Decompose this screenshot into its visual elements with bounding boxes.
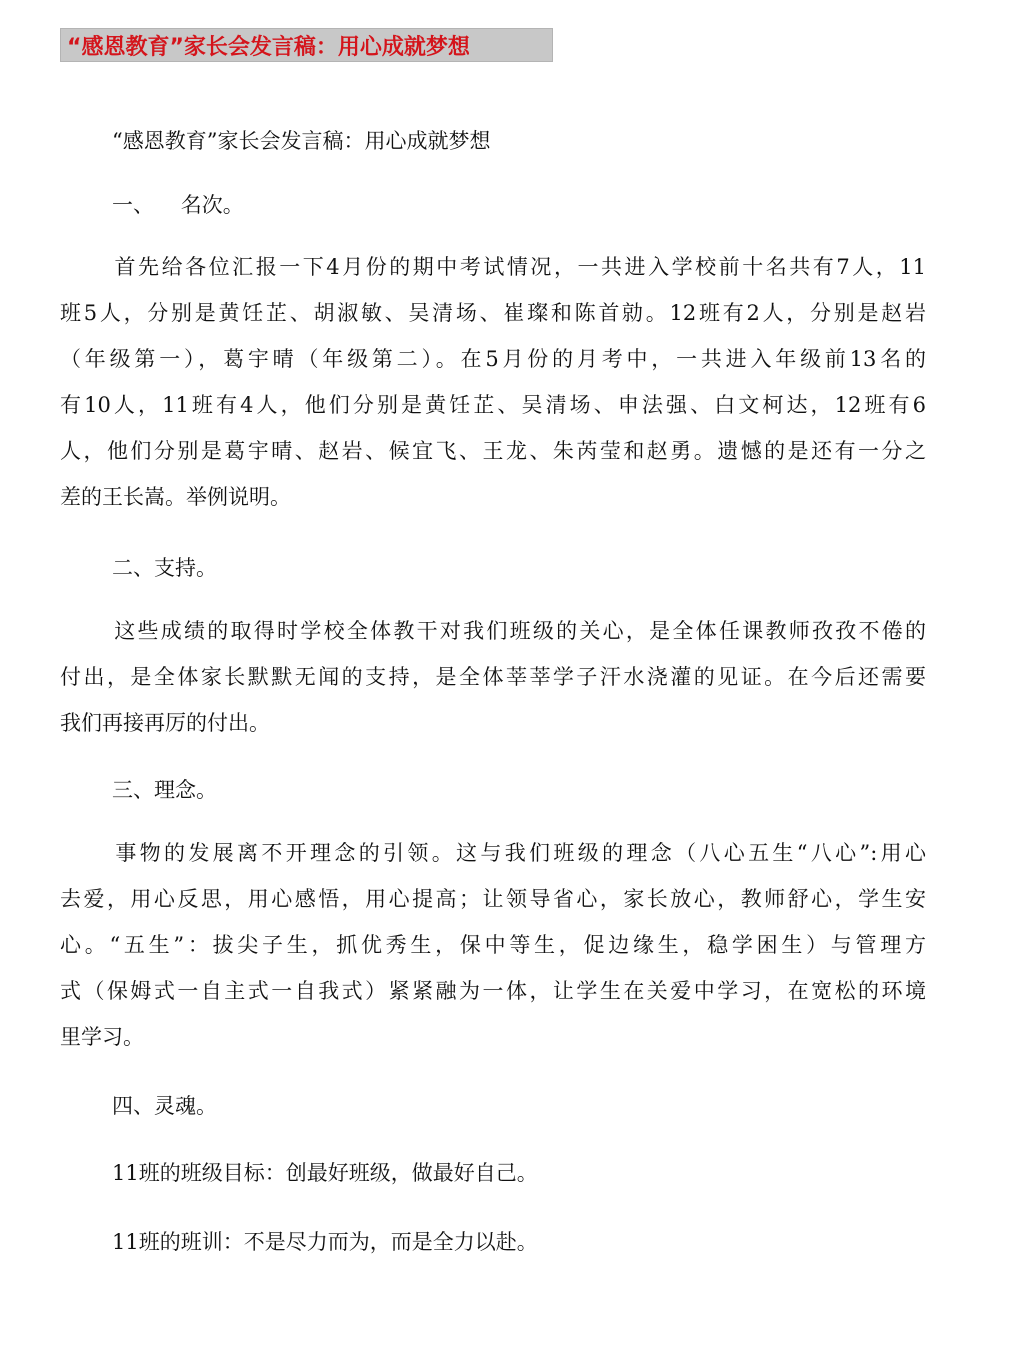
paragraph-line: 式（保姆式一自主式一自我式）紧紧融为一体，让学生在关爱中学习，在宽松的环境	[60, 979, 926, 1003]
paragraph-line: 差的王长嵩。举例说明。	[60, 485, 291, 509]
paragraph-line: 我们再接再厉的付出。	[60, 711, 270, 735]
paragraph-line: 里学习。	[60, 1025, 144, 1049]
banner-title: “感恩教育”家长会发言稿：用心成就梦想	[67, 34, 470, 60]
section-1-title: 一、 名次。	[112, 193, 244, 217]
paragraph-line: 首先给各位汇报一下4月份的期中考试情况，一共进入学校前十名共有7人，11	[112, 255, 926, 279]
paragraph-line: 有10人，11班有4人，他们分别是黄饪芷、吴清场、申法强、白文柯达，12班有6	[60, 393, 926, 417]
document-heading: “感恩教育”家长会发言稿：用心成就梦想	[112, 129, 491, 153]
paragraph-line: 去爱，用心反思，用心感悟，用心提高；让领导省心，家长放心，教师舒心，学生安	[60, 887, 926, 911]
paragraph-line: 这些成绩的取得时学校全体教干对我们班级的关心，是全体任课教师孜孜不倦的	[112, 619, 926, 643]
paragraph-line: 付出，是全体家长默默无闻的支持，是全体莘莘学子汗水浇灌的见证。在今后还需要	[60, 665, 926, 689]
section-4-title: 四、灵魂。	[112, 1094, 217, 1118]
section-3-title: 三、理念。	[112, 778, 217, 802]
section-2-title: 二、支持。	[112, 556, 217, 580]
class-goal: 11班的班级目标：创最好班级，做最好自己。	[112, 1161, 538, 1185]
section-3-paragraph	[60, 830, 926, 1060]
paragraph-line: 心。“五生”：拔尖子生，抓优秀生，保中等生，促边缘生，稳学困生）与管理方	[60, 933, 926, 957]
class-motto: 11班的班训：不是尽力而为，而是全力以赴。	[112, 1230, 538, 1254]
paragraph-line: 人，他们分别是葛宇晴、赵岩、候宜飞、王龙、朱芮莹和赵勇。遗憾的是还有一分之	[60, 439, 926, 463]
section-1-paragraph	[60, 244, 926, 520]
paragraph-line: 事物的发展离不开理念的引领。这与我们班级的理念（八心五生“八心”:用心	[112, 841, 926, 865]
paragraph-line: 班5人，分别是黄饪芷、胡淑敏、吴清场、崔璨和陈首勍。12班有2人，分别是赵岩	[60, 301, 926, 325]
section-2-paragraph	[60, 608, 926, 746]
title-banner	[60, 28, 553, 62]
paragraph-line: （年级第一），葛宇晴（年级第二）。在5月份的月考中，一共进入年级前13名的	[60, 347, 926, 371]
